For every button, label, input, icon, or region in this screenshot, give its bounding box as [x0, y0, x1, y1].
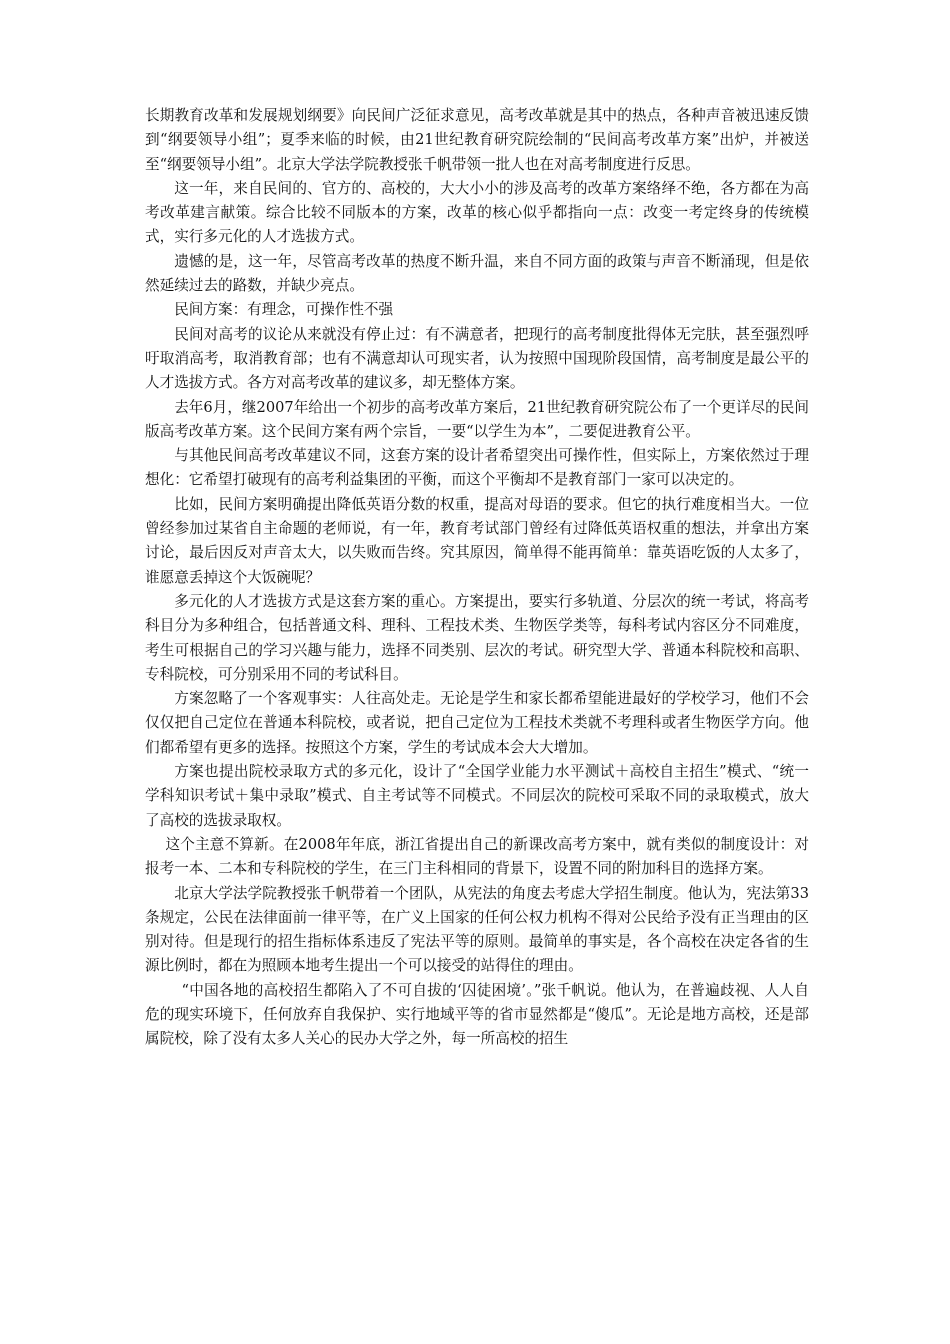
- paragraph-6: 去年6月，继2007年给出一个初步的高考改革方案后，21世纪教育研究院公布了一个更详尽的民间版高考改革方案。这个民间方案有两个宗旨，一要“以学生为本”，二要促进教育公平。: [145, 398, 809, 440]
- paragraph-8: 比如，民间方案明确提出降低英语分数的权重，提高对母语的要求。但它的执行难度相当大。一位曾经参加过某省自主命题的老师说，有一年，教育考试部门曾经有过降低英语权重的想法，并拿出方案讨论，最后因反对声音太大，以失败而告终。究其原因，简单得不能再简单：靠英语吃饭的人太多了，谁愿意丢掉这个大饭碗呢？: [145, 495, 809, 586]
- paragraph-10: 方案忽略了一个客观事实：人往高处走。无论是学生和家长都希望能进最好的学校学习，他们不会仅仅把自己定位在普通本科院校，或者说，把自己定位为工程技术类就不考理科或者生物医学方向。他们都希望有更多的选择。按照这个方案，学生的考试成本会大大增加。: [145, 690, 809, 756]
- paragraph-12: 这个主意不算新。在2008年年底，浙江省提出自己的新课改高考方案中，就有类似的制度设计：对报考一本、二本和专科院校的学生，在三门主科相同的背景下，设置不同的附加科目的选择方案。: [145, 835, 809, 878]
- paragraph-13: 北京大学法学院教授张千帆带着一个团队，从宪法的角度去考虑大学招生制度。他认为，宪法第33条规定，公民在法律面前一律平等，在广义上国家的任何公权力机构不得对公民给予没有正当理由的区别对待。但是现行的招生指标体系违反了宪法平等的原则。最简单的事实是，各个高校在决定各省的生源比例时，都在为照顾本地考生提出一个可以接受的站得住的理由。: [145, 884, 809, 975]
- paragraph-2: 这一年，来自民间的、官方的、高校的，大大小小的涉及高考的改革方案络绎不绝，各方都在为高考改革建言献策。综合比较不同版本的方案，改革的核心似乎都指向一点：改变一考定终身的传统模式，实行多元化的人才选拔方式。: [145, 179, 809, 246]
- paragraph-5: 民间对高考的议论从来就没有停止过：有不满意者，把现行的高考制度批得体无完肤，甚至强烈呼吁取消高考，取消教育部；也有不满意却认可现实者，认为按照中国现阶段国情，高考制度是最公平的人才选拔方式。各方对高考改革的建议多，却无整体方案。: [145, 325, 809, 392]
- paragraph-7: 与其他民间高考改革建议不同，这套方案的设计者希望突出可操作性，但实际上，方案依然过于理想化：它希望打破现有的高考利益集团的平衡，而这个平衡却不是教育部门一家可以决定的。: [145, 447, 809, 489]
- paragraph-11: 方案也提出院校录取方式的多元化，设计了“全国学业能力水平测试＋高校自主招生”模式、“统一学科知识考试＋集中录取”模式、自主考试等不同模式。不同层次的院校可采取不同的录取模式，放大了高校的选拔录取权。: [145, 763, 809, 829]
- paragraph-14: “中国各地的高校招生都陷入了不可自拔的‘囚徒困境’。”张千帆说。他认为，在普遍歧视、人人自危的现实环境下，任何放弃自我保护、实行地域平等的省市显然都是“傻瓜”。无论是地方高校，还是部属院校，除了没有太多人关心的民办大学之外，每一所高校的招生: [145, 981, 809, 1048]
- paragraph-9: 多元化的人才选拔方式是这套方案的重心。方案提出，要实行多轨道、分层次的统一考试，将高考科目分为多种组合，包括普通文科、理科、工程技术类、生物医学类等，每科考试内容区分不同难度，考生可根据自己的学习兴趣与能力，选择不同类别、层次的考试。研究型大学、普通本科院校和高职、专科院校，可分别采用不同的考试科目。: [145, 592, 809, 683]
- paragraph-3: 遗憾的是，这一年，尽管高考改革的热度不断升温，来自不同方面的政策与声音不断涌现，但是依然延续过去的路数，并缺少亮点。: [145, 252, 809, 295]
- section-heading: 民间方案：有理念，可操作性不强: [174, 301, 394, 319]
- paragraph-1: 长期教育改革和发展规划纲要》向民间广泛征求意见，高考改革就是其中的热点，各种声音被迅速反馈到“纲要领导小组”；夏季来临的时候，由21世纪教育研究院绘制的“民间高考改革方案”出炉，并被送至“纲要领导小组”。北京大学法学院教授张千帆带领一批人也在对高考制度进行反思。: [145, 107, 809, 173]
- document-body: [145, 104, 809, 1052]
